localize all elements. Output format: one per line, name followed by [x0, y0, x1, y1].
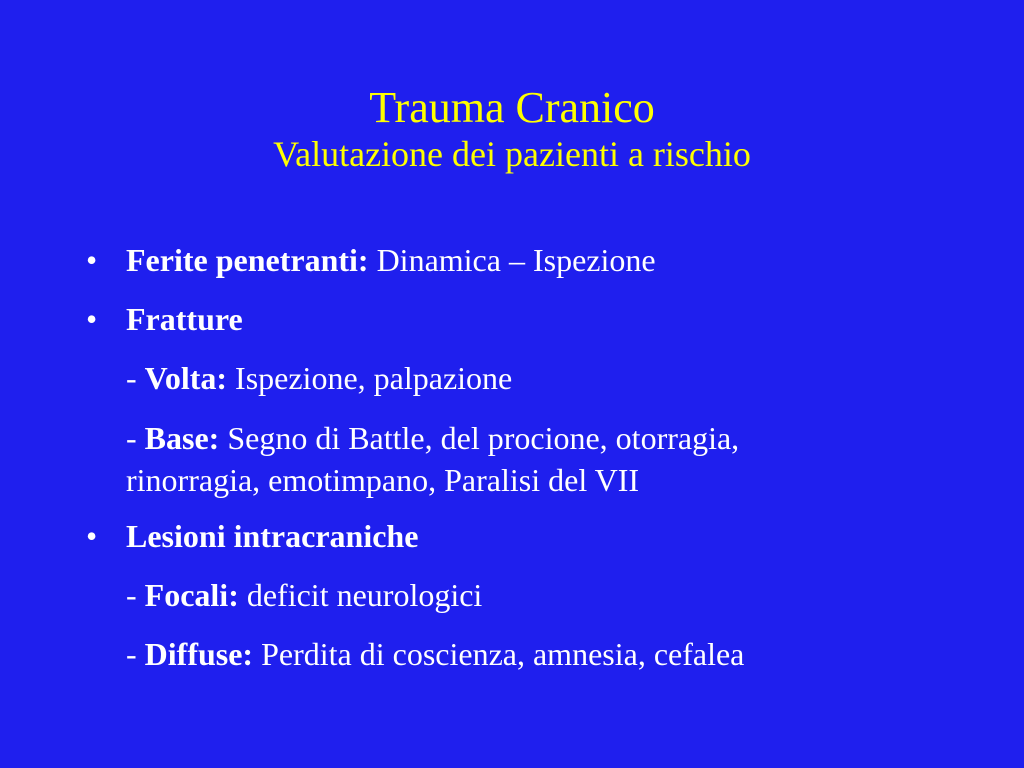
bullet-lead: Fratture: [126, 301, 243, 337]
sub-dash: -: [126, 420, 145, 456]
slide-subtitle: Valutazione dei pazienti a rischio: [273, 134, 751, 174]
sub-text: deficit neurologici: [238, 577, 483, 613]
sub-text: Ispezione, palpazione: [227, 360, 513, 396]
slide-content: [86, 240, 986, 693]
sub-item-focali: [86, 575, 986, 615]
bullet-item-fratture: [86, 299, 986, 339]
title-block: [0, 84, 1024, 176]
bullet-text: Dinamica – Ispezione: [368, 242, 656, 278]
sub-dash: -: [126, 360, 145, 396]
bullet-item-ferite: [86, 240, 986, 280]
sub-dash: -: [126, 636, 145, 672]
sub-text-continuation: rinorragia, emotimpano, Paralisi del VII: [126, 462, 640, 498]
sub-lead: Focali:: [144, 577, 239, 613]
sub-lead: Base:: [144, 420, 220, 456]
bullet-lead: Lesioni intracraniche: [126, 518, 419, 554]
sub-lead: Volta:: [144, 360, 228, 396]
sub-item-diffuse: [86, 634, 986, 674]
sub-text: Segno di Battle, del procione, otorragia,: [219, 420, 740, 456]
sub-item-volta: [86, 358, 986, 398]
bullet-icon: •: [86, 242, 98, 278]
slide-title: Trauma Cranico: [369, 83, 655, 132]
sub-text: Perdita di coscienza, amnesia, cefalea: [253, 636, 745, 672]
sub-lead: Diffuse:: [144, 636, 254, 672]
bullet-icon: •: [86, 518, 98, 554]
bullet-lead: Ferite penetranti:: [126, 242, 369, 278]
sub-item-base: [86, 417, 986, 501]
sub-dash: -: [126, 577, 145, 613]
bullet-item-lesioni: [86, 516, 986, 556]
bullet-icon: •: [86, 301, 98, 337]
